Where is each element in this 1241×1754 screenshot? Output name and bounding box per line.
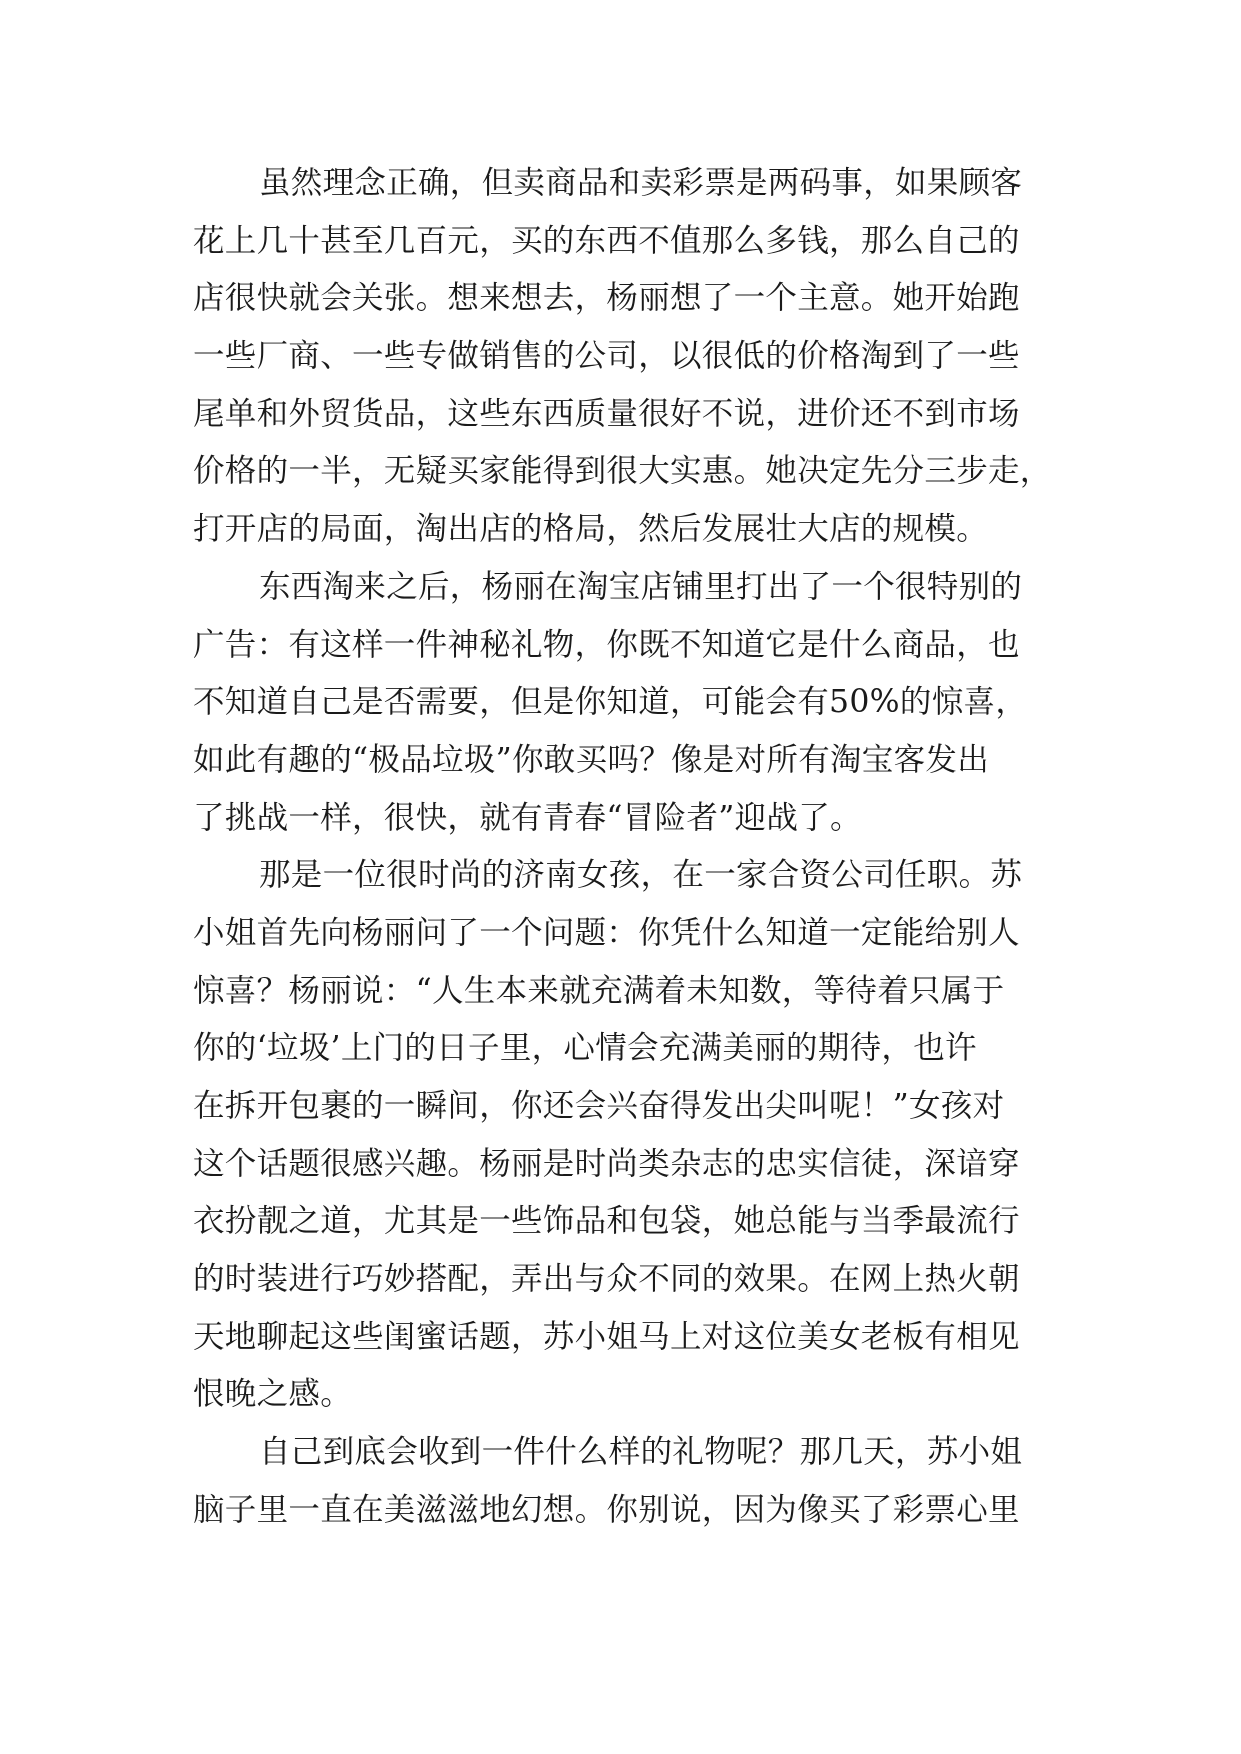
text-line: 脑子里一直在美滋滋地幻想。你别说，因为像买了彩票心里 xyxy=(193,1491,1020,1528)
text-line: 尾单和外贸货品，这些东西质量很好不说，进价还不到市场 xyxy=(193,395,1020,432)
text-line: 不知道自己是否需要，但是你知道，可能会有50%的惊喜， xyxy=(193,684,1028,721)
text-line: 天地聊起这些闺蜜话题，苏小姐马上对这位美女老板有相见 xyxy=(193,1318,1020,1355)
text-line: 花上几十甚至几百元，买的东西不值那么多钱，那么自己的 xyxy=(193,222,1020,259)
paragraph xyxy=(193,155,1063,559)
text-line: 一些厂商、一些专做销售的公司，以很低的价格淘到了一些 xyxy=(193,338,1020,375)
text-line: 在拆开包裹的一瞬间，你还会兴奋得发出尖叫呢！”女孩对 xyxy=(193,1088,1005,1124)
text-line: 的时装进行巧妙搭配，弄出与众不同的效果。在网上热火朝 xyxy=(193,1261,1020,1298)
paragraph xyxy=(193,1424,1063,1539)
paragraph xyxy=(193,559,1063,847)
text-line: 了挑战一样，很快，就有青春“冒险者”迎战了。 xyxy=(193,799,862,836)
document-body xyxy=(193,155,1063,1540)
text-line: 虽然理念正确，但卖商品和卖彩票是两码事，如果顾客 xyxy=(259,165,1023,201)
text-line: 惊喜？杨丽说：“人生本来就充满着未知数，等待着只属于 xyxy=(193,972,1005,1009)
text-line: 店很快就会关张。想来想去，杨丽想了一个主意。她开始跑 xyxy=(193,280,1020,317)
text-line: 那是一位很时尚的济南女孩，在一家合资公司任职。苏 xyxy=(259,857,1023,894)
text-line: 恨晚之感。 xyxy=(193,1376,353,1413)
text-line: 衣扮靓之道，尤其是一些饰品和包袋，她总能与当季最流行 xyxy=(193,1203,1020,1240)
text-line: 东西淘来之后，杨丽在淘宝店铺里打出了一个很特别的 xyxy=(259,568,1023,605)
text-line: 这个话题很感兴趣。杨丽是时尚类杂志的忠实信徒，深谙穿 xyxy=(193,1145,1020,1182)
text-line: 自己到底会收到一件什么样的礼物呢？那几天，苏小姐 xyxy=(259,1434,1023,1471)
text-line: 价格的一半，无疑买家能得到很大实惠。她决定先分三步走， xyxy=(193,453,1052,490)
text-line: 你的‘垃圾’上门的日子里，心情会充满美丽的期待，也许 xyxy=(193,1030,977,1067)
text-line: 如此有趣的“极品垃圾”你敢买吗？像是对所有淘宝客发出 xyxy=(193,741,990,778)
text-line: 小姐首先向杨丽问了一个问题：你凭什么知道一定能给别人 xyxy=(193,914,1020,951)
text-line: 打开店的局面，淘出店的格局，然后发展壮大店的规模。 xyxy=(193,511,989,548)
paragraph xyxy=(193,847,1063,1424)
text-line: 广告：有这样一件神秘礼物，你既不知道它是什么商品，也 xyxy=(193,626,1020,663)
